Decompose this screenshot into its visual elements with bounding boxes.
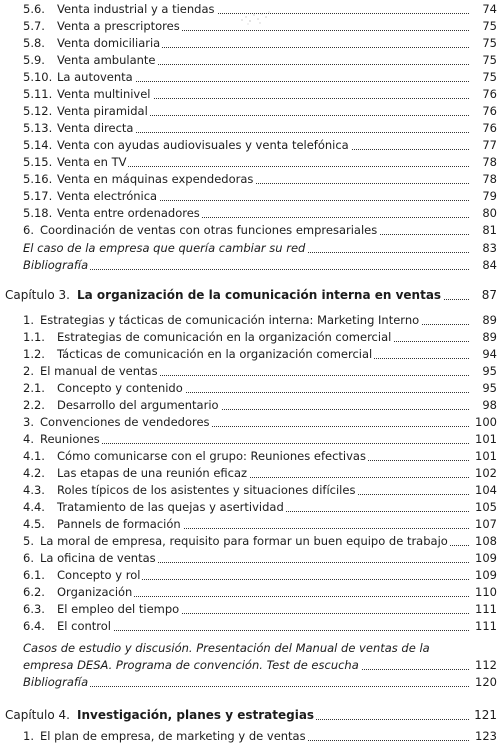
toc-entry-number: 3.: [23, 415, 34, 429]
toc-entry: [0, 136, 503, 154]
toc-entry: [0, 413, 503, 431]
toc-entry-page: 75: [471, 68, 497, 86]
toc-entry: [0, 221, 503, 239]
toc-entry: [0, 153, 503, 171]
toc-entry-title: Venta piramidal: [57, 104, 148, 118]
toc-entry-page: 75: [471, 17, 497, 35]
toc-entry-title: Venta industrial y a tiendas: [57, 2, 215, 16]
toc-entry-number: 4.1.: [23, 449, 45, 463]
toc-entry-number: 6.1.: [23, 568, 45, 582]
toc-entry-title: Venta entre ordenadores: [57, 206, 200, 220]
toc-entry-page: 111: [471, 600, 497, 618]
chapter-entry: [0, 286, 503, 304]
toc-entry: [0, 532, 503, 550]
toc-entry: [0, 515, 503, 533]
toc-entry-number: Capítulo 4.: [5, 708, 70, 722]
toc-entry-title: Venta directa: [57, 121, 134, 135]
toc-entry: [0, 396, 503, 414]
toc-entry: [0, 656, 503, 674]
toc-entry-title: El empleo del tiempo: [57, 602, 180, 616]
toc-entry-page: 84: [471, 256, 497, 274]
toc-entry-title: El caso de la empresa que quería cambiar su red: [23, 241, 306, 255]
toc-entry-number: 5.10.: [23, 70, 53, 84]
toc-entry-page: 109: [471, 566, 497, 584]
toc-entry-page: 79: [471, 187, 497, 205]
toc-entry-title: Venta a prescriptores: [57, 19, 180, 33]
toc-entry: [0, 481, 503, 499]
toc-entry-title: Venta electrónica: [57, 189, 158, 203]
toc-entry-page: 75: [471, 34, 497, 52]
chapter-entry: [0, 706, 503, 724]
toc-entry-page: 89: [471, 311, 497, 329]
toc-entry-number: 4.: [23, 432, 34, 446]
toc-entry-page: 102: [471, 464, 497, 482]
toc-entry-page: 109: [471, 549, 497, 567]
toc-entry-number: 5.13.: [23, 121, 53, 135]
toc-entry-number: 5.17.: [23, 189, 53, 203]
toc-entry-title: La autoventa: [57, 70, 133, 84]
toc-entry-page: 95: [471, 379, 497, 397]
toc-entry-page: 121: [471, 706, 497, 724]
toc-entry: [0, 617, 503, 635]
toc-entry-title: Desarrollo del argumentario: [57, 398, 219, 412]
toc-entry-title: La moral de empresa, requisito para formar un buen equipo de trabajo: [40, 534, 448, 548]
toc-entry: [0, 498, 503, 516]
toc-entry-page: 101: [471, 430, 497, 448]
toc-entry: [0, 464, 503, 482]
toc-entry-page: 77: [471, 136, 497, 154]
toc-entry-title: Tratamiento de las quejas y asertividad: [57, 500, 284, 514]
toc-entry-title: Convenciones de vendedores: [40, 415, 210, 429]
toc-entry-page: 112: [471, 656, 497, 674]
toc-entry-title: Venta en TV: [57, 155, 127, 169]
toc-entry-number: 1.1.: [23, 330, 45, 344]
toc-entry: [0, 549, 503, 567]
toc-entry-number: 5.8.: [23, 36, 45, 50]
toc-entry-page: 87: [471, 286, 497, 304]
toc-entry-number: 1.: [23, 313, 34, 327]
toc-entry-number: 5.18.: [23, 206, 53, 220]
toc-entry-number: 6.: [23, 223, 34, 237]
toc-entry: [0, 239, 503, 257]
leader-dots: [40, 430, 469, 448]
toc-entry-number: 6.3.: [23, 602, 45, 616]
toc-entry-title: El plan de empresa, de marketing y de ventas: [40, 729, 306, 743]
toc-entry-number: 6.2.: [23, 585, 45, 599]
toc-entry-page: 107: [471, 515, 497, 533]
toc-entry-title: Pannels de formación: [57, 517, 181, 531]
toc-entry-page: 111: [471, 617, 497, 635]
toc-entry-title: Coordinación de ventas con otras funciones empresariales: [40, 223, 378, 237]
toc-entry-title: Concepto y rol: [57, 568, 141, 582]
toc-entry-title: Roles típicos de los asistentes y situaciones difíciles: [57, 483, 356, 497]
toc-entry: [0, 204, 503, 222]
toc-entry-title: Estrategias y tácticas de comunicación interna: Marketing Interno: [40, 313, 420, 327]
toc-entry-title: empresa DESA. Programa de convención. Test de escucha: [23, 658, 359, 672]
toc-entry-number: 6.4.: [23, 619, 45, 633]
toc-entry-title: Tácticas de comunicación en la organización comercial: [57, 347, 373, 361]
toc-entry-page: 75: [471, 51, 497, 69]
toc-entry-number: 4.5.: [23, 517, 45, 531]
toc-entry-page: 80: [471, 204, 497, 222]
toc-entry-page: 78: [471, 153, 497, 171]
toc-entry-number: 5.15.: [23, 155, 53, 169]
toc-entry-title: El control: [57, 619, 111, 633]
toc-entry-number: 4.2.: [23, 466, 45, 480]
toc-entry: [0, 170, 503, 188]
toc-entry: [0, 727, 503, 745]
toc-entry: [0, 34, 503, 52]
toc-entry: [0, 566, 503, 584]
toc-entry-title: Reuniones: [40, 432, 100, 446]
toc-entry: [0, 379, 503, 397]
toc-entry-title: El manual de ventas: [40, 364, 158, 378]
toc-entry-number: 5.12.: [23, 104, 53, 118]
toc-entry-page: 98: [471, 396, 497, 414]
toc-entry-number: 5.6.: [23, 2, 45, 16]
toc-entry: [0, 430, 503, 448]
toc-entry: [0, 447, 503, 465]
toc-entry-page: 120: [471, 673, 497, 691]
toc-entry-number: 2.2.: [23, 398, 45, 412]
toc-entry-title: Estrategias de comunicación en la organización comercial: [57, 330, 392, 344]
toc-entry: [0, 328, 503, 346]
toc-entry-number: 2.: [23, 364, 34, 378]
toc-entry-page: 89: [471, 328, 497, 346]
toc-entry-title: Venta en máquinas expendedoras: [57, 172, 254, 186]
toc-entry: [0, 639, 503, 657]
toc-entry: [0, 583, 503, 601]
toc-entry: [0, 311, 503, 329]
toc-entry-number: 6.: [23, 551, 34, 565]
toc-entry-number: 5.: [23, 534, 34, 548]
scan-artifact: [236, 8, 276, 28]
toc-entry-page: 95: [471, 362, 497, 380]
toc-entry-page: 108: [471, 532, 497, 550]
toc-entry: [0, 119, 503, 137]
toc-entry-number: 5.14.: [23, 138, 53, 152]
toc-entry-page: 74: [471, 0, 497, 18]
toc-entry-title: Casos de estudio y discusión. Presentación del Manual de ventas de la: [23, 641, 430, 655]
toc-entry: [0, 187, 503, 205]
toc-entry-title: La organización de la comunicación interna en ventas: [77, 288, 442, 302]
toc-entry-number: 5.7.: [23, 19, 45, 33]
toc-entry-title: Venta domiciliaria: [57, 36, 161, 50]
toc-entry-title: Las etapas de una reunión eficaz: [57, 466, 248, 480]
toc-entry-title: Venta con ayudas audiovisuales y venta telefónica: [57, 138, 349, 152]
toc-entry: [0, 345, 503, 363]
toc-entry: [0, 51, 503, 69]
toc-entry-title: Investigación, planes y estrategias: [77, 708, 315, 722]
toc-entry-page: 104: [471, 481, 497, 499]
toc-entry-page: 76: [471, 85, 497, 103]
toc-entry-page: 100: [471, 413, 497, 431]
toc-entry-number: 5.16.: [23, 172, 53, 186]
toc-entry-title: Bibliografía: [23, 675, 89, 689]
toc-entry-number: 5.9.: [23, 53, 45, 67]
toc-entry: [0, 85, 503, 103]
toc-entry-page: 76: [471, 102, 497, 120]
toc-entry-title: Concepto y contenido: [57, 381, 183, 395]
toc-entry-page: 76: [471, 119, 497, 137]
toc-entry-page: 78: [471, 170, 497, 188]
toc-entry-number: 1.2.: [23, 347, 45, 361]
toc-entry-number: 2.1.: [23, 381, 45, 395]
toc-entry-title: Venta ambulante: [57, 53, 156, 67]
toc-entry-page: 81: [471, 221, 497, 239]
toc-entry-page: 123: [471, 727, 497, 745]
toc-entry: [0, 256, 503, 274]
toc-entry: [0, 102, 503, 120]
toc-entry-number: 1.: [23, 729, 34, 743]
toc-entry-page: 83: [471, 239, 497, 257]
toc-entry: [0, 68, 503, 86]
toc-entry-title: Venta multinivel: [57, 87, 151, 101]
toc-entry-title: Organización: [57, 585, 133, 599]
toc-entry-title: Cómo comunicarse con el grupo: Reuniones efectivas: [57, 449, 366, 463]
toc-entry: [0, 600, 503, 618]
toc-entry-page: 105: [471, 498, 497, 516]
toc-entry-number: 4.3.: [23, 483, 45, 497]
toc-entry-page: 94: [471, 345, 497, 363]
toc-entry: [0, 673, 503, 691]
toc-entry: [0, 362, 503, 380]
leader-dots: [57, 617, 469, 635]
toc-entry-page: 110: [471, 583, 497, 601]
toc-entry-number: 5.11.: [23, 87, 53, 101]
toc-entry-title: La oficina de ventas: [40, 551, 156, 565]
toc-entry-title: Bibliografía: [23, 258, 89, 272]
toc-entry-number: 4.4.: [23, 500, 45, 514]
toc-entry-number: Capítulo 3.: [5, 288, 70, 302]
toc-entry-page: 101: [471, 447, 497, 465]
